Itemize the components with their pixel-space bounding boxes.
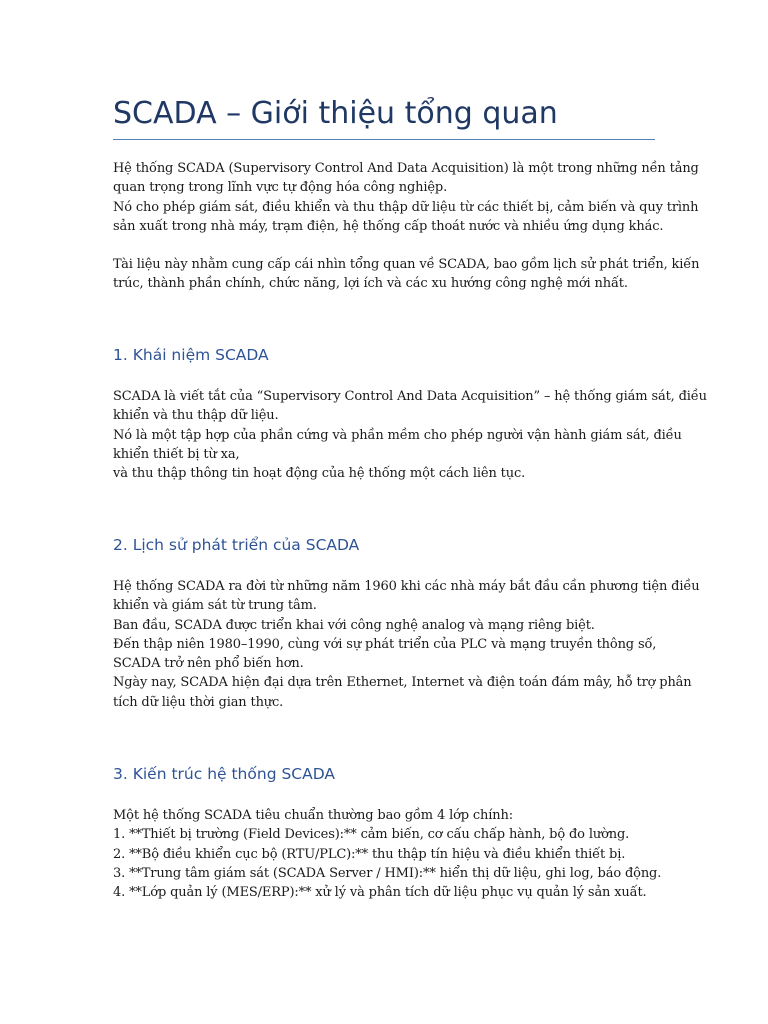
text-line: Tài liệu này nhằm cung cấp cái nhìn tổng quan về SCADA, bao gồm lịch sử phát triển, kiến [113, 257, 700, 272]
text-line: Một hệ thống SCADA tiêu chuẩn thường bao gồm 4 lớp chính: [113, 808, 513, 823]
text-line: Hệ thống SCADA (Supervisory Control And Data Acquisition) là một trong những nền tảng [113, 161, 699, 176]
document-title: SCADA – Giới thiệu tổng quan [113, 96, 558, 131]
section-body-concept [113, 387, 707, 483]
text-line: Nó cho phép giám sát, điều khiển và thu thập dữ liệu từ các thiết bị, cảm biến và quy trình [113, 199, 699, 215]
section-body-architecture [113, 806, 662, 902]
section-heading-concept: 1. Khái niệm SCADA [113, 346, 269, 364]
intro-paragraph-1 [113, 159, 699, 236]
text-line: và thu thập thông tin hoạt động của hệ thống một cách liên tục. [113, 466, 526, 482]
text-line: SCADA trở nên phổ biến hơn. [113, 656, 304, 672]
intro-paragraph-2 [113, 255, 700, 294]
section-body-history [113, 577, 700, 712]
text-line: 4. **Lớp quản lý (MES/ERP):** xử lý và phân tích dữ liệu phục vụ quản lý sản xuất. [113, 885, 647, 901]
section-heading-architecture: 3. Kiến trúc hệ thống SCADA [113, 765, 335, 783]
text-line: 1. **Thiết bị trường (Field Devices):** cảm biến, cơ cấu chấp hành, bộ đo lường. [113, 827, 630, 843]
text-line: khiển thiết bị từ xa, [113, 446, 240, 462]
text-line: Nó là một tập hợp của phần cứng và phần mềm cho phép người vận hành giám sát, điều [113, 427, 682, 443]
text-line: Hệ thống SCADA ra đời từ những năm 1960 khi các nhà máy bắt đầu cần phương tiện điều [113, 579, 700, 594]
text-line: 2. **Bộ điều khiển cục bộ (RTU/PLC):** thu thập tín hiệu và điều khiển thiết bị. [113, 846, 626, 862]
text-line: tích dữ liệu thời gian thực. [113, 694, 284, 710]
text-line: 3. **Trung tâm giám sát (SCADA Server / HMI):** hiển thị dữ liệu, ghi log, báo động. [113, 865, 662, 881]
text-line: khiển và giám sát từ trung tâm. [113, 598, 317, 614]
text-line: khiển và thu thập dữ liệu. [113, 408, 279, 424]
title-underline [113, 139, 655, 140]
text-line: Ngày nay, SCADA hiện đại dựa trên Ethernet, Internet và điện toán đám mây, hỗ trợ phân [113, 675, 692, 691]
text-line: Ban đầu, SCADA được triển khai với công nghệ analog và mạng riêng biệt. [113, 617, 595, 633]
text-line: sản xuất trong nhà máy, trạm điện, hệ thống cấp thoát nước và nhiều ứng dụng khác. [113, 218, 664, 234]
text-line: Đến thập niên 1980–1990, cùng với sự phát triển của PLC và mạng truyền thông số, [113, 636, 657, 652]
text-line: trúc, thành phần chính, chức năng, lợi ích và các xu hướng công nghệ mới nhất. [113, 276, 628, 292]
section-heading-history: 2. Lịch sử phát triển của SCADA [113, 536, 360, 554]
text-line: SCADA là viết tắt của “Supervisory Control And Data Acquisition” – hệ thống giám sát, điều [113, 389, 707, 404]
text-line: quan trọng trong lĩnh vực tự động hóa công nghiệp. [113, 180, 448, 196]
